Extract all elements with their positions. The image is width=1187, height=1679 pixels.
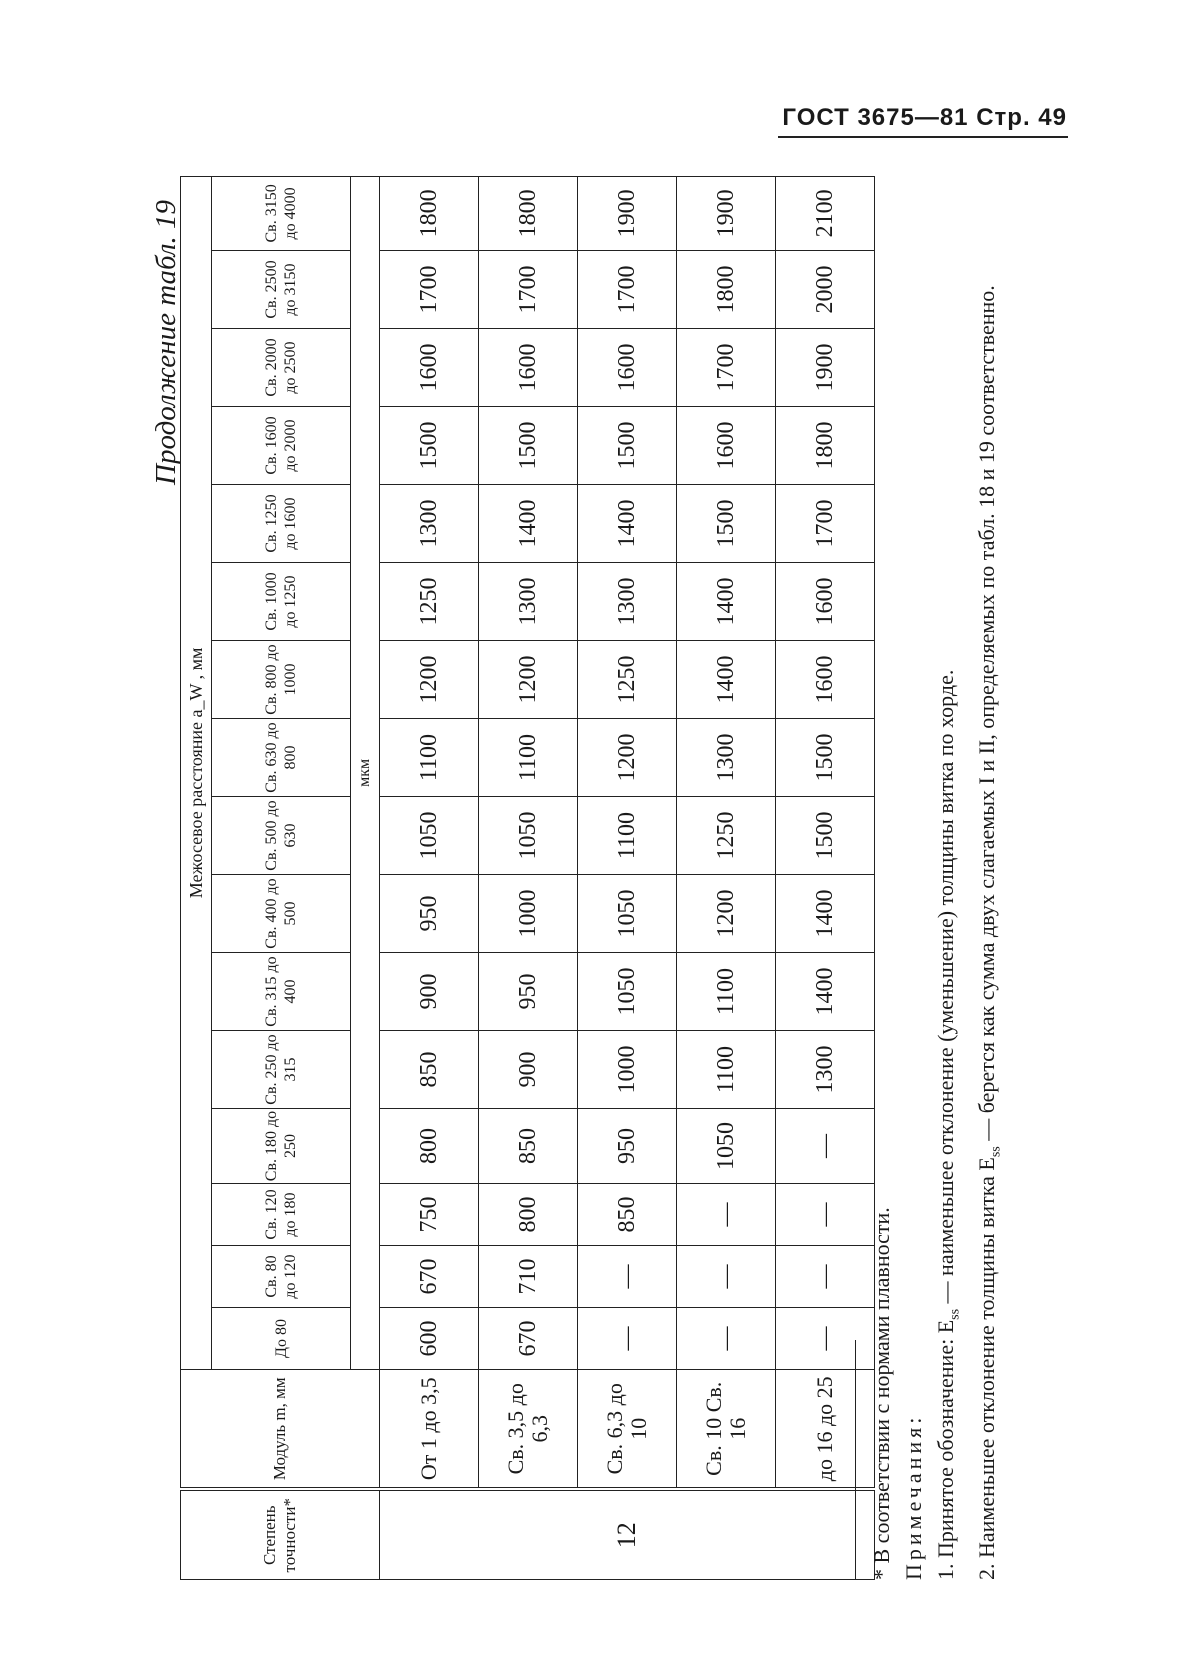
value-cell: — [776,1308,875,1370]
value-cell: 1300 [479,563,578,641]
module-cell: до 16 до 25 [776,1370,875,1490]
value-cell: 1300 [776,1031,875,1109]
value-cell: — [677,1308,776,1370]
value-cell: 1050 [479,797,578,875]
value-cell: 1200 [677,875,776,953]
value-cell: 1600 [380,329,479,407]
note-2-end: — берется как сумма двух слагаемых I и II, определяемых по табл. 18 и 19 соответственно. [974,285,1000,1147]
standard-number: ГОСТ 3675—81 [782,104,969,131]
module-cell: Св. 10 Св. 16 [677,1370,776,1490]
value-cell: 1000 [578,1031,677,1109]
value-cell: 1300 [578,563,677,641]
range-header-2: Св. 120 до 180 [212,1184,351,1246]
value-cell: 1800 [677,251,776,329]
range-header-11: Св. 1250 до 1600 [212,485,351,563]
value-cell: 1900 [677,176,776,250]
rotated-content [150,184,1050,1580]
value-cell: 1200 [380,641,479,719]
value-cell: 1500 [776,719,875,797]
footnotes [855,200,1013,1580]
value-cell: 670 [479,1308,578,1370]
value-cell: 950 [578,1109,677,1184]
range-header-12: Св. 1600 до 2000 [212,407,351,485]
header-grade: Степень точности* [181,1490,380,1580]
value-cell: 1500 [677,485,776,563]
value-cell: 2100 [776,176,875,250]
value-cell: 800 [380,1109,479,1184]
table-title: Продолжение табл. 19 [150,200,182,485]
value-cell: 800 [479,1184,578,1246]
value-cell: 1100 [578,797,677,875]
value-cell: 1600 [677,407,776,485]
value-cell: 1800 [380,176,479,250]
unit-header: мкм [351,176,380,1369]
value-cell: 1500 [479,407,578,485]
range-header-6: Св. 400 до 500 [212,875,351,953]
value-cell: 1700 [578,251,677,329]
value-cell: 1600 [578,329,677,407]
range-header-4: Св. 250 до 315 [212,1031,351,1109]
tolerance-table [180,176,875,1580]
note-2-subscript: ss [988,1146,1004,1158]
range-header-5: Св. 315 до 400 [212,953,351,1031]
value-cell: 1600 [479,329,578,407]
value-cell: 1250 [677,797,776,875]
value-cell: 1250 [380,563,479,641]
range-header-7: Св. 500 до 630 [212,797,351,875]
range-header-9: Св. 800 до 1000 [212,641,351,719]
value-cell: 1050 [380,797,479,875]
value-cell: — [776,1184,875,1246]
page-header [782,104,1067,132]
header-rule [778,136,1068,138]
value-cell: 1100 [479,719,578,797]
value-cell: — [677,1246,776,1308]
value-cell: 1500 [776,797,875,875]
value-cell: 1500 [380,407,479,485]
value-cell: 1600 [776,641,875,719]
grade-cell: 12 [380,1490,875,1580]
value-cell: 1400 [578,485,677,563]
note-2-start: 2. Наименьшее отклонение толщины витка E [974,1157,1000,1580]
value-cell: 1700 [479,251,578,329]
value-cell: 850 [479,1109,578,1184]
value-cell: 1050 [578,953,677,1031]
value-cell: 1500 [578,407,677,485]
value-cell: 710 [479,1246,578,1308]
value-cell: 1900 [578,176,677,250]
value-cell: — [677,1184,776,1246]
table-row [677,176,776,1579]
value-cell: 1400 [677,641,776,719]
footnote-star: * В соответствии с нормами плавности. [869,1207,894,1580]
value-cell: 1700 [677,329,776,407]
range-header-1: Св. 80 до 120 [212,1246,351,1308]
value-cell: 1050 [578,875,677,953]
value-cell: — [776,1246,875,1308]
value-cell: 850 [578,1184,677,1246]
value-cell: 1800 [479,176,578,250]
value-cell: 1400 [776,875,875,953]
header-module: Модуль m, мм [181,1370,380,1490]
value-cell: 950 [380,875,479,953]
value-cell: 600 [380,1308,479,1370]
module-cell: Св. 3,5 до 6,3 [479,1370,578,1490]
value-cell: 850 [380,1031,479,1109]
value-cell: 950 [479,953,578,1031]
value-cell: 1400 [677,563,776,641]
page-label: Стр. [976,104,1031,131]
range-header-14: Св. 2500 до 3150 [212,251,351,329]
value-cell: 1800 [776,407,875,485]
table-row [380,176,479,1579]
value-cell: 1200 [578,719,677,797]
page-number: 49 [1038,104,1067,131]
value-cell: 1300 [380,485,479,563]
range-header-3: Св. 180 до 250 [212,1109,351,1184]
value-cell: 670 [380,1246,479,1308]
range-header-row [212,176,351,1579]
value-cell: 1700 [776,485,875,563]
value-cell: 1200 [479,641,578,719]
value-cell: 1050 [677,1109,776,1184]
range-header-13: Св. 2000 до 2500 [212,329,351,407]
note-2 [971,200,1012,1580]
range-header-8: Св. 630 до 800 [212,719,351,797]
table-row [479,176,578,1579]
module-cell: От 1 до 3,5 [380,1370,479,1490]
table-body [380,176,875,1579]
value-cell: — [578,1246,677,1308]
value-cell: 2000 [776,251,875,329]
note-1-start: 1. Принятое обозначение: E [933,1319,958,1580]
value-cell: 1900 [776,329,875,407]
value-cell: 1000 [479,875,578,953]
range-header-0: До 80 [212,1308,351,1370]
value-cell: 1250 [578,641,677,719]
note-1-subscript: ss [947,1308,963,1320]
note-1 [930,200,971,1580]
value-cell: 1300 [677,719,776,797]
value-cell: — [578,1308,677,1370]
value-cell: 1400 [479,485,578,563]
value-cell: 1700 [380,251,479,329]
value-cell: 1400 [776,953,875,1031]
notes-heading: Примечания: [901,1413,926,1580]
value-cell: 750 [380,1184,479,1246]
value-cell: 900 [479,1031,578,1109]
range-header-15: Св. 3150 до 4000 [212,176,351,250]
value-cell: — [776,1109,875,1184]
footnote-rule [855,1340,856,1580]
range-header-10: Св. 1000 до 1250 [212,563,351,641]
table-row [578,176,677,1579]
value-cell: 1100 [677,953,776,1031]
value-cell: 1100 [380,719,479,797]
value-cell: 1600 [776,563,875,641]
value-cell: 1100 [677,1031,776,1109]
module-cell: Св. 6,3 до 10 [578,1370,677,1490]
header-center-distance: Межосевое расстояние a_W , мм [181,176,212,1369]
value-cell: 900 [380,953,479,1031]
note-1-end: — наименьшее отклонение (уменьшение) толщины витка по хорде. [933,669,958,1309]
